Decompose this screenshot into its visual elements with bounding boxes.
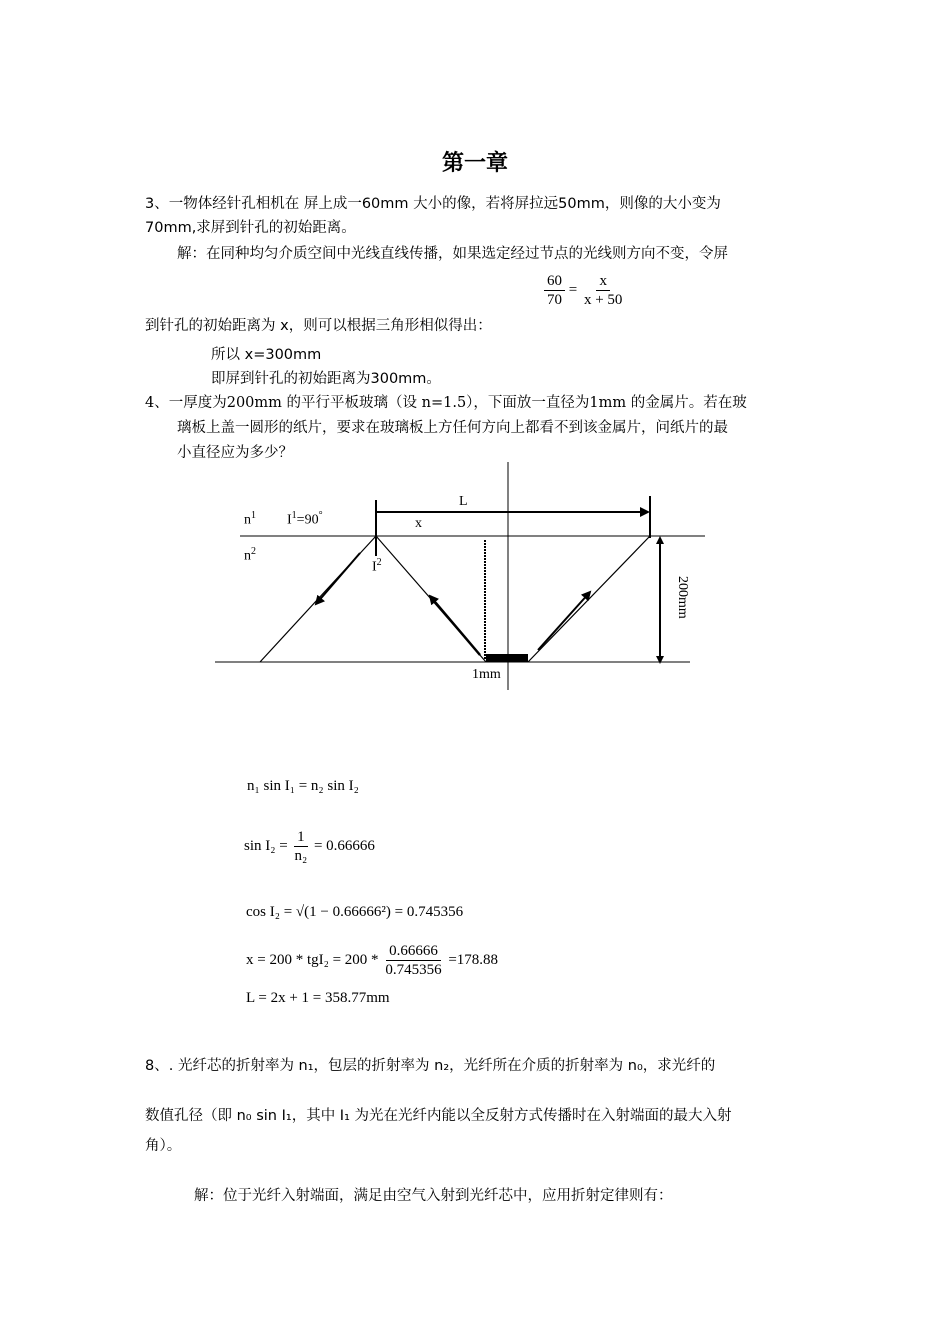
q8-line1: 8、. 光纤芯的折射率为 n₁，包层的折射率为 n₂，光纤所在介质的折射率为 n₀，求光纤的 [145, 1058, 716, 1074]
q3-answer1: 所以 x=300mm [211, 347, 322, 363]
label-n2: $n^2$ [244, 546, 256, 564]
q3-equation: $\frac{60}{70}$ = $\frac{x}{x + 50}$ [544, 272, 625, 309]
equation-sin-I2: sin I₂ = $\frac{1}{\text{n₂}}$ = 0.66666 [244, 829, 375, 864]
equation-snell: n₁ sin I₁ = n₂ sin I₂ [247, 778, 359, 794]
metal-disk [486, 654, 528, 662]
q3-solution-line1: 解：在同种均匀介质空间中光线直线传播，如果选定经过节点的光线则方向不变，令屏 [177, 246, 728, 262]
q3-line1: 3、一物体经针孔相机在 屏上成一60mm 大小的像，若将屏拉远50mm，则像的大小变为 [145, 196, 721, 212]
label-x: x [415, 516, 422, 531]
q8-line2: 数值孔径（即 n₀ sin I₁，其中 I₁ 为光在光纤内能以全反射方式传播时在入射端面的最大入射 [145, 1108, 732, 1124]
q3-solution-line2: 到针孔的初始距离为 x，则可以根据三角形相似得出： [145, 318, 492, 334]
label-200mm: 200mm [675, 576, 690, 619]
equation-x: x = 200 * tgI₂ = 200 * $\frac{0.66666}{0.745356}$ =178.88 [246, 943, 499, 978]
middle-ray-arrow [430, 596, 480, 655]
left-ray-arrow [316, 553, 360, 604]
right-ray-line [528, 536, 650, 662]
equation-cos-I2: cos I₂ = √(1 − 0.66666²) = 0.745356 [246, 904, 464, 920]
label-1mm: 1mm [472, 667, 501, 682]
equation-L: L = 2x + 1 = 358.77mm [246, 990, 390, 1006]
frac-den-70: 70 [547, 292, 562, 308]
label-I2: $I^2$ [372, 557, 382, 575]
chapter-title: 第一章 [441, 151, 508, 176]
label-I1-90: $I^1=90^\circ$ [287, 510, 323, 528]
q8-line3: 角）。 [145, 1138, 182, 1154]
right-ray-arrow [538, 592, 590, 650]
frac-num-60: 60 [544, 272, 565, 291]
label-n1: $n^1$ [244, 510, 256, 528]
q8-solution: 解：位于光纤入射端面，满足由空气入射到光纤芯中，应用折射定律则有： [194, 1188, 673, 1204]
q4-line1: 4、一厚度为200mm 的平行平板玻璃（设 n=1.5），下面放一直径为1mm 的金属片。若在玻 [145, 395, 747, 411]
label-L: L [459, 494, 468, 509]
q3-answer2: 即屏到针孔的初始距离为300mm。 [211, 371, 441, 387]
q3-line2: 70mm,求屏到针孔的初始距离。 [145, 220, 356, 236]
frac-num-x: x [596, 272, 610, 291]
q4-line3: 小直径应为多少？ [177, 445, 293, 461]
frac-den-x50: x + 50 [583, 292, 623, 308]
q4-line2: 璃板上盖一圆形的纸片，要求在玻璃板上方任何方向上都看不到该金属片，问纸片的最 [177, 420, 728, 436]
